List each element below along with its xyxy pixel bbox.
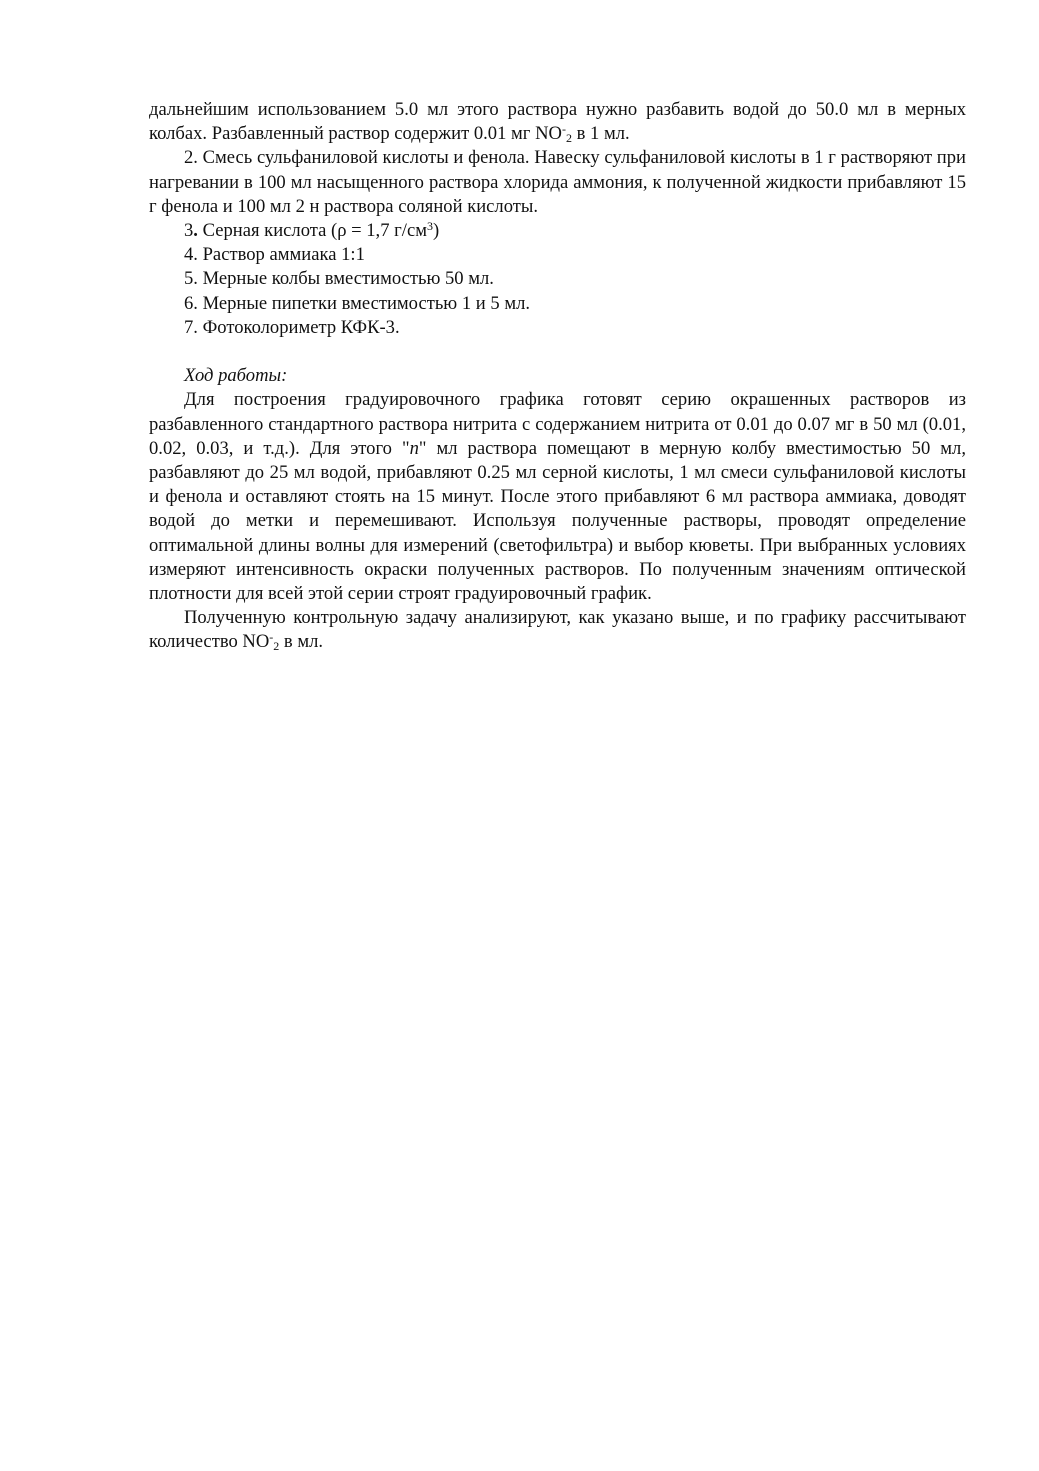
intro-subscript: 2	[565, 131, 572, 146]
procedure-text-end: " мл раствора помещают в мерную колбу вместимостью 50 мл, разбавляют до 25 мл водой, прибавляют 0.25 мл серной кислоты, 1 мл смеси сульфаниловой кислоты и фенола и оставляют стоять на 15 минут. После этого прибавляют 6 мл раствора аммиака, доводят водой до метки и перемешивают. Используя полученные растворы, проводят определение оптимальной длины волны для измерений (светофильтра) и выбор кюветы. При выбранных условиях измеряют интенсивность окраски полученных растворов. По полученным значениям оптической плотности для всей этой серии строят градуировочный график.	[149, 437, 966, 605]
item3-close: )	[432, 220, 440, 242]
paragraph-conclusion	[149, 606, 966, 654]
procedure-variable-n: n	[409, 437, 419, 459]
document-page	[149, 98, 966, 655]
list-item-3	[149, 219, 966, 243]
intro-text-end: в 1 мл.	[571, 123, 630, 145]
paragraph-procedure	[149, 388, 966, 606]
paragraph-intro	[149, 98, 966, 146]
list-item-4: 4. Раствор аммиака 1:1	[184, 244, 365, 266]
list-item-2: 2. Смесь сульфаниловой кислоты и фенола. Навеску сульфаниловой кислоты в 1 г растворяют при нагревании в 100 мл насыщенного раствора хлорида аммония, к полученной жидкости прибавляют 15 г фенола и 100 мл 2 н раствора соляной кислоты.	[149, 147, 966, 217]
intro-superscript: -	[561, 122, 566, 137]
conclusion-superscript: -	[269, 630, 274, 645]
item3-dot: .	[193, 220, 198, 242]
section-heading: Ход работы:	[184, 365, 288, 387]
blank-line	[149, 340, 966, 364]
item3-text: Серная кислота (ρ = 1,7 г/см	[197, 220, 427, 242]
item3-number: 3	[184, 220, 194, 242]
list-item-7: 7. Фотоколориметр КФК-3.	[184, 316, 400, 338]
conclusion-text: Полученную контрольную задачу анализируют, как указано выше, и по графику рассчитывают количество NO	[149, 607, 966, 653]
conclusion-text-end: в мл.	[279, 631, 324, 653]
list-item-5: 5. Мерные колбы вместимостью 50 мл.	[184, 268, 494, 290]
conclusion-subscript: 2	[273, 639, 280, 654]
procedure-text: Для построения градуировочного графика готовят серию окрашенных растворов из разбавленного стандартного раствора нитрита с содержанием нитрита от 0.01 до 0.07 мг в 50 мл (0.01, 0.02, 0.03, и т.д.). Для этого "	[149, 389, 966, 459]
list-item-6: 6. Мерные пипетки вместимостью 1 и 5 мл.	[184, 292, 531, 314]
item3-superscript: 3	[426, 219, 433, 234]
intro-text: дальнейшим использованием 5.0 мл этого раствора нужно разбавить водой до 50.0 мл в мерных колбах. Разбавленный раствор содержит 0.01 мг NO	[149, 99, 966, 145]
